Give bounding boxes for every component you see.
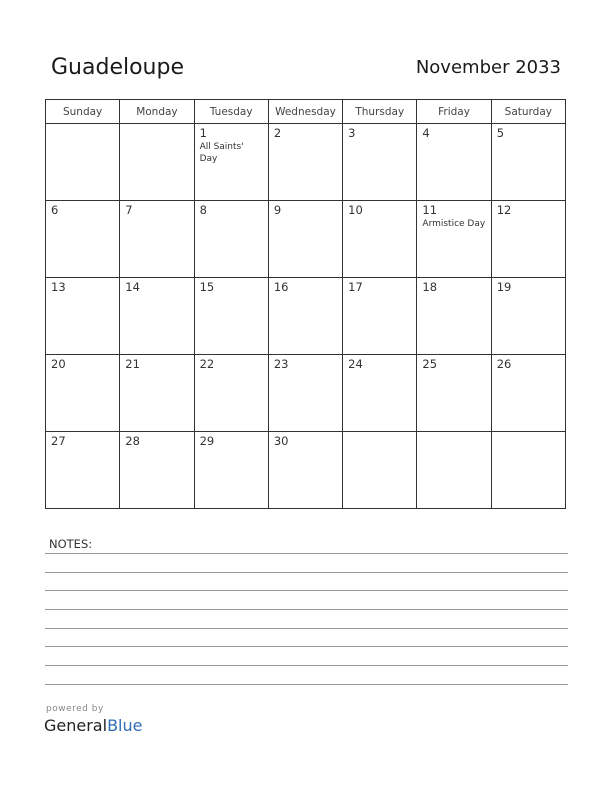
week-row	[46, 278, 566, 355]
day-cell	[46, 278, 120, 355]
day-number: 4	[422, 126, 430, 140]
day-number: 9	[273, 203, 282, 217]
day-number: 30	[273, 434, 289, 448]
day-cell	[120, 355, 194, 432]
day-cell	[417, 201, 491, 278]
day-cell	[491, 201, 565, 278]
weekday-monday: Monday	[120, 100, 194, 124]
day-cell	[120, 432, 194, 509]
day-cell	[491, 124, 565, 201]
week-row	[46, 201, 566, 278]
empty-day-cell	[46, 124, 120, 201]
day-number: 10	[348, 203, 363, 217]
weekday-friday: Friday	[417, 100, 491, 124]
day-number: 5	[496, 126, 505, 140]
holiday-label: All Saints' Day	[199, 142, 244, 164]
holiday-label: Armistice Day	[422, 219, 486, 229]
day-cell	[417, 124, 491, 201]
day-number: 1	[199, 126, 207, 140]
note-line	[45, 646, 568, 647]
day-number: 20	[51, 357, 66, 371]
note-line	[45, 572, 568, 573]
week-row	[46, 432, 566, 509]
day-number: 19	[496, 280, 512, 294]
day-number: 28	[125, 434, 140, 448]
day-cell	[194, 124, 268, 201]
note-line	[45, 553, 568, 554]
powered-by-text: powered by	[46, 704, 104, 714]
day-number: 27	[51, 434, 66, 448]
weekday-thursday: Thursday	[343, 100, 417, 124]
day-cell	[491, 355, 565, 432]
day-cell	[268, 278, 342, 355]
logo-blue-text: Blue	[107, 716, 143, 735]
day-cell	[343, 201, 417, 278]
day-number: 21	[125, 357, 140, 371]
day-cell	[417, 355, 491, 432]
note-line	[45, 628, 568, 629]
day-number: 13	[51, 280, 66, 294]
day-cell	[120, 201, 194, 278]
week-row	[46, 355, 566, 432]
empty-day-cell	[491, 432, 565, 509]
day-cell	[268, 201, 342, 278]
day-number: 22	[199, 357, 215, 371]
notes-label: NOTES:	[49, 537, 93, 551]
day-number: 24	[348, 357, 363, 371]
day-number: 14	[125, 280, 140, 294]
day-cell	[268, 432, 342, 509]
day-cell	[194, 355, 268, 432]
day-cell	[194, 432, 268, 509]
day-cell	[268, 124, 342, 201]
day-number: 2	[273, 126, 282, 140]
logo-general-text: General	[44, 716, 108, 735]
day-cell	[343, 124, 417, 201]
day-cell	[268, 355, 342, 432]
day-cell	[194, 201, 268, 278]
day-cell	[417, 278, 491, 355]
day-number: 12	[496, 203, 512, 217]
empty-day-cell	[120, 124, 194, 201]
day-number: 8	[199, 203, 207, 217]
week-row	[46, 124, 566, 201]
day-cell	[194, 278, 268, 355]
day-number: 25	[422, 357, 438, 371]
weekday-saturday: Saturday	[491, 100, 565, 124]
note-line	[45, 590, 568, 591]
generalblue-logo[interactable]	[44, 716, 142, 735]
day-number: 26	[496, 357, 512, 371]
day-number: 6	[51, 203, 59, 217]
day-number: 3	[348, 126, 356, 140]
weekday-sunday: Sunday	[46, 100, 120, 124]
day-cell	[46, 355, 120, 432]
day-number: 11	[422, 203, 438, 217]
day-cell	[343, 355, 417, 432]
day-number: 18	[422, 280, 438, 294]
month-year-title: November 2033	[415, 57, 561, 78]
day-number: 15	[199, 280, 215, 294]
day-cell	[343, 278, 417, 355]
day-cell	[491, 278, 565, 355]
day-cell	[46, 432, 120, 509]
day-number: 7	[125, 203, 133, 217]
day-number: 16	[273, 280, 289, 294]
weekday-header-row	[46, 100, 566, 124]
day-cell	[120, 278, 194, 355]
note-line	[45, 665, 568, 666]
empty-day-cell	[343, 432, 417, 509]
weekday-tuesday: Tuesday	[194, 100, 268, 124]
note-line	[45, 609, 568, 610]
day-cell	[46, 201, 120, 278]
empty-day-cell	[417, 432, 491, 509]
calendar-grid	[45, 99, 566, 509]
region-title: Guadeloupe	[51, 55, 184, 80]
day-number: 17	[348, 280, 363, 294]
day-number: 23	[273, 357, 289, 371]
note-line	[45, 684, 568, 685]
weekday-wednesday: Wednesday	[268, 100, 342, 124]
day-number: 29	[199, 434, 215, 448]
